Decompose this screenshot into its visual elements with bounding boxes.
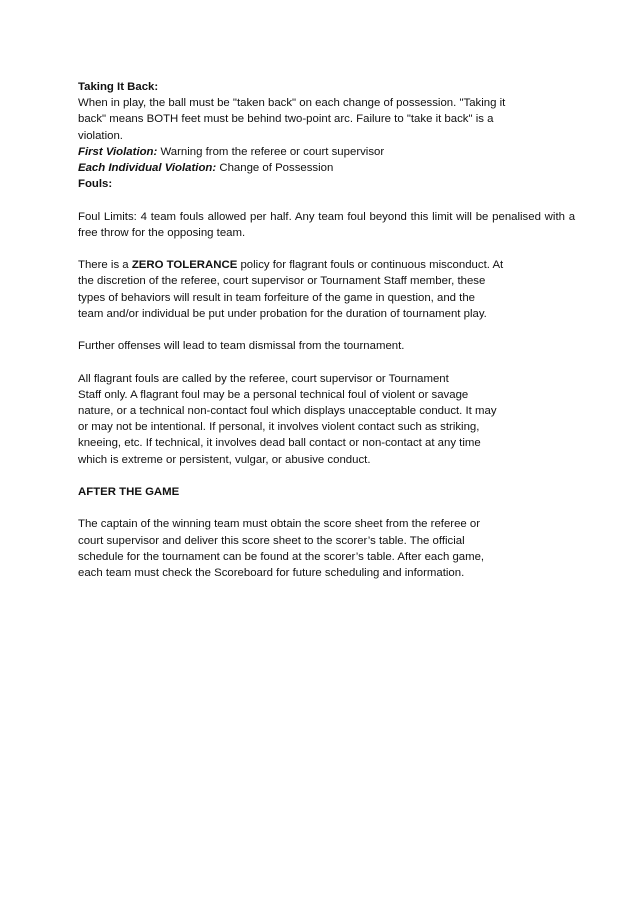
zero-tolerance-line-4: team and/or individual be put under probation for the duration of tournament play. [78,307,487,320]
taking-it-back-line-3: violation. [78,129,123,142]
first-violation-label: First Violation: [78,145,158,158]
foul-limits-line-2: free throw for the opposing team. [78,226,246,239]
first-violation-row [78,144,564,160]
further-offenses-paragraph: Further offenses will lead to team dismissal from the tournament. [78,340,405,353]
flagrant-line-4: or may not be intentional. If personal, it involves violent contact such as striking, [78,421,480,434]
zero-tolerance-row [78,257,564,273]
taking-it-back-line-1: When in play, the ball must be "taken back" on each change of possession. "Taking it [78,97,506,110]
after-game-line-2: court supervisor and deliver this score sheet to the scorer’s table. The official [78,534,465,547]
flagrant-line-6: which is extreme or persistent, vulgar, or abusive conduct. [78,453,371,466]
flagrant-line-5: kneeing, etc. If technical, it involves dead ball contact or non-contact at any time [78,437,481,450]
flagrant-line-3: nature, or a technical non-contact foul which displays unacceptable conduct. It may [78,405,497,417]
fouls-heading: Fouls: [78,178,113,191]
taking-it-back-line-2: back" means BOTH feet must be behind two-point arc. Failure to "take it back" is a [78,113,494,126]
taking-it-back-heading: Taking It Back: [78,81,159,93]
each-violation-text: Change of Possession [216,162,334,175]
zero-tolerance-line-2: the discretion of the referee, court supervisor or Tournament Staff member, these [78,275,486,288]
after-the-game-heading: AFTER THE GAME [78,486,180,498]
foul-limits-line-1: Foul Limits: 4 team fouls allowed per half. Any team foul beyond this limit will be penalised with a [78,210,576,223]
after-game-line-1: The captain of the winning team must obtain the score sheet from the referee or [78,518,481,531]
zero-tolerance-line-3: types of behaviors will result in team forfeiture of the game in question, and the [78,291,475,304]
zero-tolerance-post: policy for flagrant fouls or continuous misconduct. At [237,259,504,272]
each-violation-row [78,160,564,176]
zero-tolerance-pre: There is a [78,259,132,272]
after-game-line-3: schedule for the tournament can be found at the scorer’s table. After each game, [78,550,485,563]
document-page [78,79,576,581]
first-violation-text: Warning from the referee or court supervisor [157,145,385,158]
each-violation-label: Each Individual Violation: [78,162,217,175]
zero-tolerance-emphasis: ZERO TOLERANCE [131,259,238,272]
after-game-line-4: each team must check the Scoreboard for future scheduling and information. [78,567,465,579]
flagrant-line-2: Staff only. A flagrant foul may be a personal technical foul of violent or savage [78,388,469,401]
flagrant-line-1: All flagrant fouls are called by the referee, court supervisor or Tournament [78,372,449,385]
